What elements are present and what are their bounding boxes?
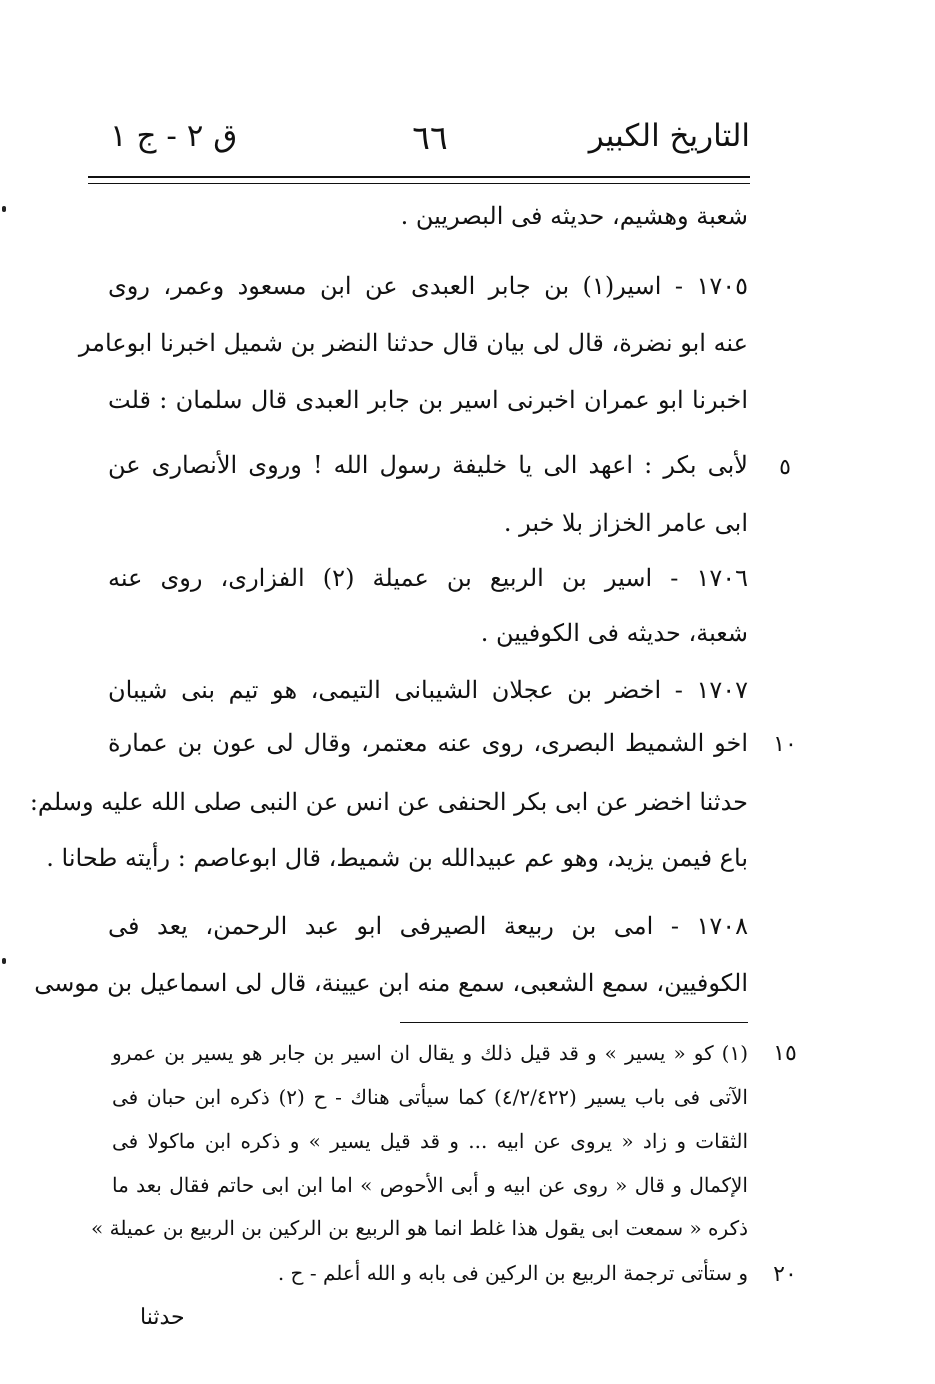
footnote-line: و ستأتى ترجمة الربيع بن الركين فى بابه و الله أعلم - ح . bbox=[277, 1261, 748, 1285]
margin-line-number: ٢٠ bbox=[773, 1262, 797, 1287]
text-line: شعبة، حديثه فى الكوفيين . bbox=[480, 619, 748, 647]
margin-line-number: ١٠ bbox=[773, 732, 797, 757]
text-line: لأبى بكر : اعهد الى يا خليفة رسول الله ! وروى الأنصارى عن bbox=[108, 451, 748, 479]
scan-edge-mark bbox=[2, 958, 6, 964]
volume-label: ق ٢ - ج ١ bbox=[110, 118, 238, 154]
footnote-line: (١) كو « يسير » و قد قيل ذلك و يقال ان اسير بن جابر هو يسير بن عمرو bbox=[112, 1041, 748, 1065]
footnote-line: ذكره « سمعت ابى يقول هذا غلط انما هو الربيع بن الركين بن الربيع بن عميلة » bbox=[91, 1216, 748, 1240]
footnote-line: الآتى فى باب يسير (٤/٢/٤٢٢) كما سيأتى هناك - ح (٢) ذكره ابن حبان فى bbox=[112, 1085, 748, 1109]
footnote-line: الإكمال و قال « روى عن ابيه و أبى الأحوص » اما ابن ابى حاتم فقال بعد ما bbox=[112, 1173, 748, 1197]
page-number: ٦٦ bbox=[412, 118, 448, 157]
text-line: شعبة وهشيم، حديثه فى البصريين . bbox=[400, 202, 748, 230]
text-line: باع فيمن يزيد، وهو عم عبيدالله بن شميط، قال ابوعاصم : رأيته طحانا . bbox=[46, 844, 748, 872]
text-line: ١٧٠٧ - اخضر بن عجلان الشيبانى التيمى، هو تيم بنى شيبان bbox=[108, 676, 748, 704]
text-line: ١٧٠٨ - امى بن ربيعة الصيرفى ابو عبد الرحمن، يعد فى bbox=[108, 912, 748, 940]
text-line: ابى عامر الخزاز بلا خبر . bbox=[503, 509, 748, 537]
text-line: حدثنا اخضر عن ابى بكر الحنفى عن انس عن النبى صلى الله عليه وسلم: bbox=[29, 788, 748, 816]
footnote-line: الثقات و زاد « يروى عن ابيه ... و قد قيل يسير » و ذكره ابن ماكولا فى bbox=[112, 1129, 748, 1153]
book-title: التاريخ الكبير bbox=[588, 118, 750, 154]
text-line: ١٧٠٥ - اسير(١) بن جابر العبدى عن ابن مسعود وعمر، روى bbox=[108, 272, 748, 300]
catchword: حدثنا bbox=[140, 1305, 185, 1330]
scan-edge-mark bbox=[2, 206, 6, 212]
margin-line-number: ١٥ bbox=[773, 1041, 797, 1066]
text-line: اخبرنا ابو عمران اخبرنى اسير بن جابر العبدى قال سلمان : قلت bbox=[108, 386, 749, 414]
text-line: الكوفيين، سمع الشعبى، سمع منه ابن عيينة، قال لى اسماعيل بن موسى bbox=[34, 969, 748, 997]
margin-line-number: ٥ bbox=[779, 455, 791, 480]
text-line: اخو الشميط البصرى، روى عنه معتمر، وقال لى عون بن عمارة bbox=[108, 729, 748, 757]
footnote-separator bbox=[400, 1022, 748, 1023]
text-line: عنه ابو نضرة، قال لى بيان قال حدثنا النضر بن شميل اخبرنا ابوعامر bbox=[78, 329, 748, 357]
text-line: ١٧٠٦ - اسير بن الربيع بن عميلة (٢) الفزارى، روى عنه bbox=[108, 564, 749, 592]
